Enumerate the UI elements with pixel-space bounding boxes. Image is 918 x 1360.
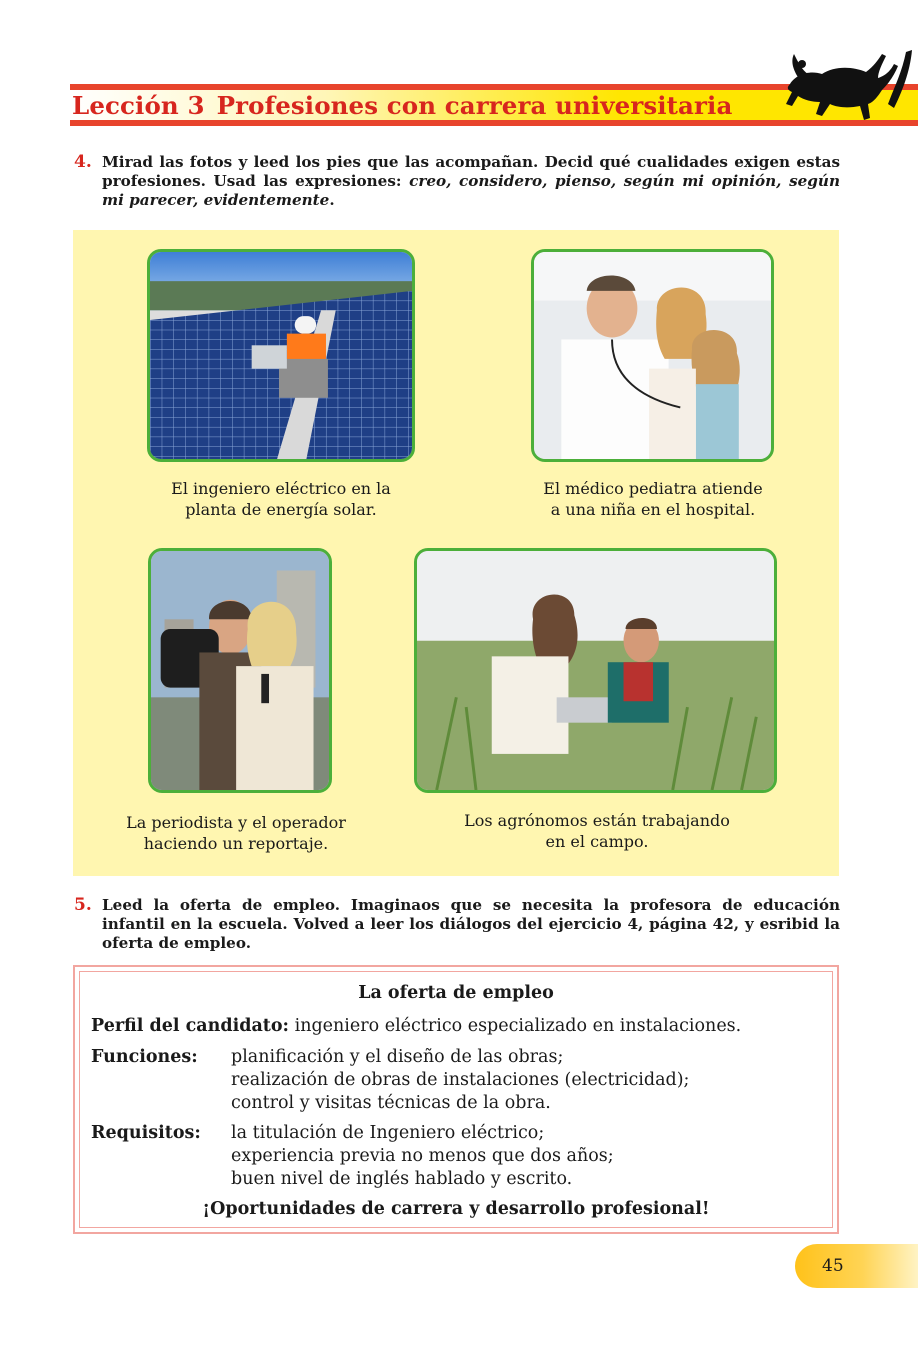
caption-line: en el campo. <box>545 832 649 851</box>
exercise-text <box>102 153 840 210</box>
caption-line: El médico pediatra atiende <box>543 479 763 498</box>
function-item: control y visitas técnicas de la obra. <box>231 1093 551 1113</box>
page-number-tab <box>795 1244 918 1288</box>
requirements-label: Requisitos: <box>91 1123 201 1143</box>
functions-label: Funciones: <box>91 1047 198 1067</box>
caption-line: haciendo un reportaje. <box>143 834 329 853</box>
exercise-text: Leed la oferta de empleo. Imaginaos que se necesita la profesora de educación infantil en la escuela. Volved a leer los diálogos del ejercicio 4, página 42, y esribid la oferta de empleo. <box>102 896 840 952</box>
exercise-5 <box>74 896 840 953</box>
function-item: planificación y el diseño de las obras; <box>231 1047 564 1067</box>
caption-line: La periodista y el operador <box>126 813 346 832</box>
profile-label: Perfil del candidato: <box>91 1016 290 1036</box>
exercise-number: 5. <box>74 895 92 915</box>
offer-closing: ¡Oportunidades de carrera y desarrollo profesional! <box>202 1199 710 1219</box>
exercise-4 <box>74 153 840 210</box>
expressions-list: creo, considero, pienso, según mi opinión, según mi parecer, evidentemente <box>102 172 840 209</box>
bull-silhouette-icon <box>778 44 918 134</box>
reporter-caption <box>118 812 354 854</box>
solar-engineer-photo <box>147 249 415 462</box>
reporter-photo <box>148 548 332 793</box>
caption-line: El ingeniero eléctrico en la <box>171 479 391 498</box>
page-number: 45 <box>822 1256 844 1276</box>
farm-caption <box>444 810 750 852</box>
lesson-heading <box>72 91 732 120</box>
functions-list <box>231 1046 689 1115</box>
function-item: realización de obras de instalaciones (electricidad); <box>231 1070 690 1090</box>
caption-line: Los agrónomos están trabajando <box>464 811 730 830</box>
doctor-caption <box>532 478 774 520</box>
offer-profile <box>91 1015 741 1038</box>
lesson-title: Profesiones con carrera universitaria <box>216 91 733 120</box>
exercise-number: 4. <box>74 152 92 172</box>
pediatrician-photo <box>531 249 774 462</box>
requirements-list <box>231 1122 614 1191</box>
offer-title: La oferta de empleo <box>358 983 554 1003</box>
agronomists-photo <box>414 548 777 793</box>
requirement-item: experiencia previa no menos que dos años; <box>231 1146 614 1166</box>
requirement-item: buen nivel de inglés hablado y escrito. <box>231 1169 573 1189</box>
instruction-end: . <box>329 191 335 209</box>
solar-caption <box>164 478 398 520</box>
requirement-item: la titulación de Ingeniero eléctrico; <box>231 1123 545 1143</box>
instruction-text: Mirad las fotos y leed los pies que las acompañan. Decid qué cualidades exigen estas profesiones. Usad las expresiones: <box>102 153 840 190</box>
caption-line: a una niña en el hospital. <box>550 500 756 519</box>
profile-text: ingeniero eléctrico especializado en instalaciones. <box>294 1016 742 1036</box>
caption-line: planta de energía solar. <box>185 500 377 519</box>
lesson-number: Lección 3 <box>72 91 205 120</box>
